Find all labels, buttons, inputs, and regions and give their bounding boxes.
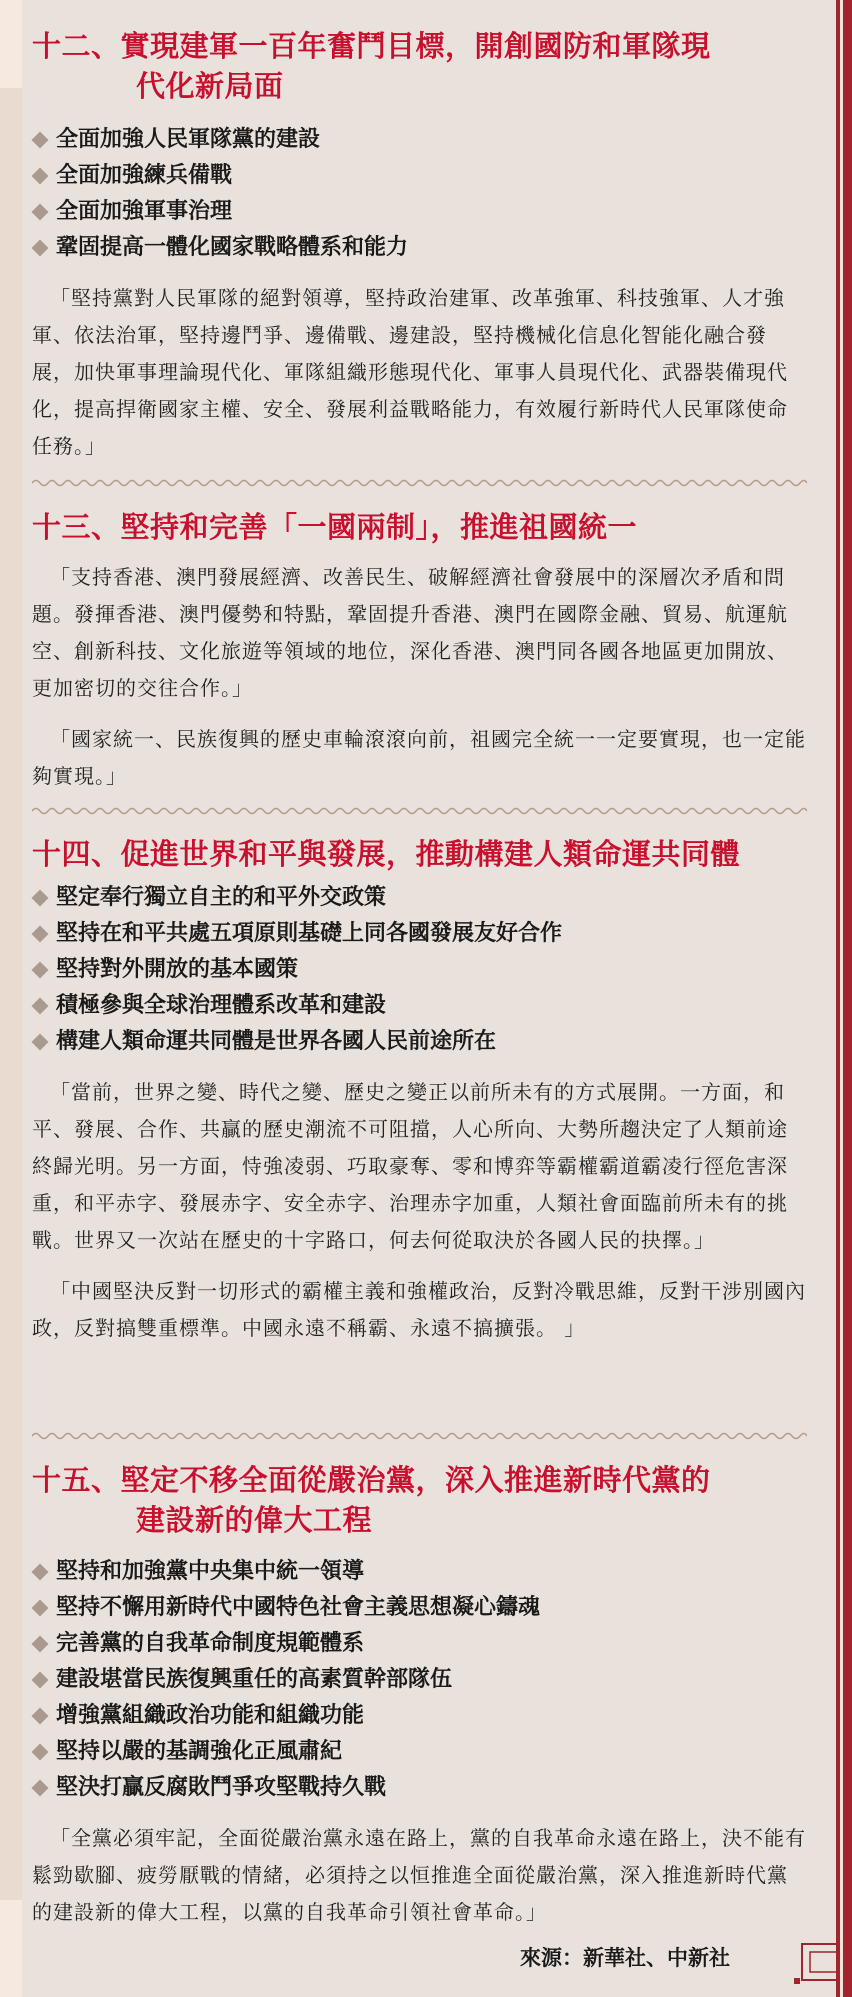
heading-text: 促進世界和平與發展，推動構建人類命運共同體 bbox=[120, 837, 741, 871]
list-item-text: 鞏固提高一體化國家戰略體系和能力 bbox=[56, 235, 409, 260]
section-13 bbox=[32, 507, 807, 795]
heading-text-continued: 代化新局面 bbox=[136, 69, 284, 103]
diamond-bullet-icon bbox=[32, 1564, 49, 1581]
quote-paragraph: 「支持香港、澳門發展經濟、改善民生、破解經濟社會發展中的深層次矛盾和問題。發揮香港、澳門優勢和特點，鞏固提升香港、澳門在國際金融、貿易、航運航空、創新科技、文化旅遊等領域的地位，深化香港、澳門同各國各地區更加開放、更加密切的交往合作。」 bbox=[32, 565, 788, 700]
list-item bbox=[32, 158, 807, 194]
quote-paragraph: 「堅持黨對人民軍隊的絕對領導，堅持政治建軍、改革強軍、科技強軍、人才強軍、依法治軍，堅持邊鬥爭、邊備戰、邊建設，堅持機械化信息化智能化融合發展，加快軍事理論現代化、軍隊組織形態現代化、軍事人員現代化、武器裝備現代化，提高捍衛國家主權、安全、發展利益戰略能力，有效履行新時代人民軍隊使命任務。」 bbox=[32, 286, 788, 458]
section-12 bbox=[32, 26, 807, 465]
list-item-text: 堅決打贏反腐敗鬥爭攻堅戰持久戰 bbox=[56, 1775, 387, 1800]
section-14 bbox=[32, 834, 807, 1347]
list-item bbox=[32, 1698, 807, 1734]
section-heading bbox=[32, 507, 807, 547]
section-heading bbox=[32, 1460, 807, 1540]
list-item bbox=[32, 1662, 807, 1698]
list-item bbox=[32, 230, 807, 266]
wavy-divider bbox=[32, 1431, 807, 1441]
section-heading bbox=[32, 26, 807, 106]
quote-paragraph: 「中國堅決反對一切形式的霸權主義和強權政治，反對冷戰思維，反對干涉別國內政，反對搞雙重標準。中國永遠不稱霸、永遠不搞擴張。 」 bbox=[32, 1279, 806, 1340]
bullet-list bbox=[32, 1554, 807, 1806]
bullet-list bbox=[32, 880, 807, 1060]
list-item bbox=[32, 1024, 807, 1060]
diamond-bullet-icon bbox=[32, 132, 49, 149]
heading-number: 十五、 bbox=[32, 1463, 121, 1497]
source-credit: 來源：新華社、中新社 bbox=[520, 1946, 730, 1970]
list-item bbox=[32, 1770, 807, 1806]
corner-ornament-icon bbox=[792, 1940, 836, 1984]
list-item bbox=[32, 988, 807, 1024]
list-item-text: 增強黨組織政治功能和組織功能 bbox=[56, 1703, 365, 1728]
quote-paragraph: 「當前，世界之變、時代之變、歷史之變正以前所未有的方式展開。一方面，和平、發展、合作、共贏的歷史潮流不可阻擋，人心所向、大勢所趨決定了人類前途終歸光明。另一方面，恃強凌弱、巧取豪奪、零和博弈等霸權霸道霸凌行徑危害深重，和平赤字、發展赤字、安全赤字、治理赤字加重，人類社會面臨前所未有的挑戰。世界又一次站在歷史的十字路口，何去何從取決於各國人民的抉擇。」 bbox=[32, 1080, 788, 1252]
bullet-list bbox=[32, 122, 807, 266]
list-item bbox=[32, 952, 807, 988]
list-item-text: 建設堪當民族復興重任的高素質幹部隊伍 bbox=[56, 1667, 453, 1692]
left-margin-bar bbox=[0, 88, 22, 1900]
list-item-text: 全面加強練兵備戰 bbox=[56, 163, 233, 188]
list-item bbox=[32, 1590, 807, 1626]
heading-number: 十二、 bbox=[32, 29, 121, 63]
wavy-divider bbox=[32, 806, 807, 816]
section-15 bbox=[32, 1460, 807, 1931]
diamond-bullet-icon bbox=[32, 1780, 49, 1797]
list-item bbox=[32, 916, 807, 952]
heading-text: 實現建軍一百年奮鬥目標，開創國防和軍隊現 bbox=[120, 29, 711, 63]
diamond-bullet-icon bbox=[32, 1600, 49, 1617]
list-item bbox=[32, 1554, 807, 1590]
list-item bbox=[32, 1626, 807, 1662]
list-item-text: 積極參與全球治理體系改革和建設 bbox=[56, 993, 387, 1018]
list-item-text: 構建人類命運共同體是世界各國人民前途所在 bbox=[56, 1029, 497, 1054]
list-item bbox=[32, 122, 807, 158]
diamond-bullet-icon bbox=[32, 998, 49, 1015]
heading-text: 堅定不移全面從嚴治黨，深入推進新時代黨的 bbox=[120, 1463, 711, 1497]
diamond-bullet-icon bbox=[32, 1744, 49, 1761]
list-item bbox=[32, 194, 807, 230]
diamond-bullet-icon bbox=[32, 1034, 49, 1051]
list-item-text: 堅持以嚴的基調強化正風肅紀 bbox=[56, 1739, 343, 1764]
list-item-text: 堅持對外開放的基本國策 bbox=[56, 957, 299, 982]
list-item-text: 堅持不懈用新時代中國特色社會主義思想凝心鑄魂 bbox=[56, 1595, 541, 1620]
list-item-text: 堅持和加強黨中央集中統一領導 bbox=[56, 1559, 365, 1584]
diamond-bullet-icon bbox=[32, 926, 49, 943]
heading-text-continued: 建設新的偉大工程 bbox=[136, 1503, 373, 1537]
heading-number: 十四、 bbox=[32, 837, 121, 871]
right-red-frame bbox=[836, 0, 852, 1997]
list-item-text: 堅定奉行獨立自主的和平外交政策 bbox=[56, 885, 387, 910]
quote-paragraph: 「全黨必須牢記，全面從嚴治黨永遠在路上，黨的自我革命永遠在路上，決不能有鬆勁歇腳、疲勞厭戰的情緒，必須持之以恒推進全面從嚴治黨，深入推進新時代黨的建設新的偉大工程，以黨的自我革命引領社會革命。」 bbox=[32, 1826, 806, 1924]
list-item bbox=[32, 880, 807, 916]
list-item-text: 全面加強人民軍隊黨的建設 bbox=[56, 127, 321, 152]
diamond-bullet-icon bbox=[32, 240, 49, 257]
heading-number: 十三、 bbox=[32, 510, 121, 544]
diamond-bullet-icon bbox=[32, 1708, 49, 1725]
diamond-bullet-icon bbox=[32, 204, 49, 221]
list-item bbox=[32, 1734, 807, 1770]
list-item-text: 完善黨的自我革命制度規範體系 bbox=[56, 1631, 365, 1656]
wavy-divider bbox=[32, 478, 807, 488]
diamond-bullet-icon bbox=[32, 962, 49, 979]
diamond-bullet-icon bbox=[32, 1636, 49, 1653]
heading-text: 堅持和完善「一國兩制」，推進祖國統一 bbox=[120, 510, 638, 544]
list-item-text: 堅持在和平共處五項原則基礎上同各國發展友好合作 bbox=[56, 921, 563, 946]
diamond-bullet-icon bbox=[32, 168, 49, 185]
list-item-text: 全面加強軍事治理 bbox=[56, 199, 233, 224]
diamond-bullet-icon bbox=[32, 890, 49, 907]
diamond-bullet-icon bbox=[32, 1672, 49, 1689]
quote-paragraph: 「國家統一、民族復興的歷史車輪滾滾向前，祖國完全統一一定要實現，也一定能夠實現。」 bbox=[32, 727, 806, 788]
section-heading bbox=[32, 834, 807, 874]
